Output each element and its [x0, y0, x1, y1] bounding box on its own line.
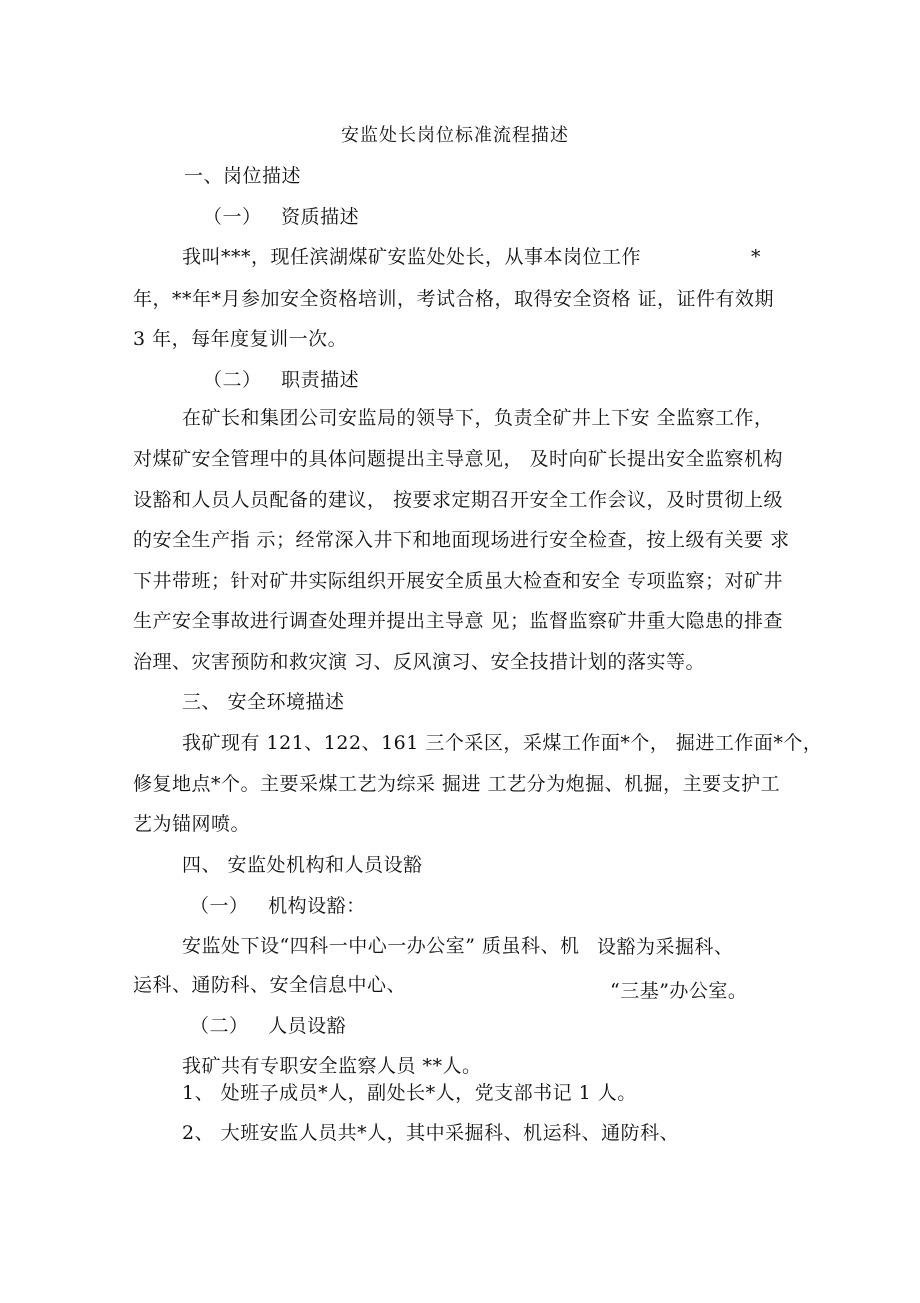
- paragraph-line: 对煤矿安全管理中的具体问题提出主导意见， 及时向矿长提出安全监察机构: [133, 448, 784, 470]
- paragraph-line: 我矿共有专职安全监察人员 **人。: [182, 1055, 482, 1077]
- paragraph-line: *: [751, 246, 761, 268]
- paragraph-line: 修复地点*个。主要采煤工艺为综采 掘进 工艺分为炮掘、机掘，主要支护工: [133, 773, 781, 795]
- list-item: 2、 大班安监人员共*人，其中采掘科、机运科、通防科、: [182, 1122, 680, 1144]
- subsection-heading-duties: （二） 职责描述: [203, 369, 360, 391]
- subsection-heading-organization: （一） 机构设豁：: [190, 895, 366, 917]
- paragraph-line: 在矿长和集团公司安监局的领导下，负责全矿井上下安 全监察工作，: [182, 407, 774, 429]
- paragraph-line: “三基”办公室。: [610, 980, 748, 1002]
- paragraph-line: 3 年，每年度复训一次。: [133, 328, 348, 350]
- paragraph-line: 治理、灾害预防和救灾演 习、反风演习、安全技措计划的落实等。: [133, 651, 706, 673]
- paragraph-line: 安监处下设“四科一中心一办公室” 质虽科、机: [182, 935, 580, 957]
- paragraph-line: 生产安全事故进行调查处理并提出主导意 见；监督监察矿井重大隐患的排查: [133, 610, 784, 632]
- paragraph-line: 艺为锚网喷。: [133, 813, 251, 835]
- paragraph-line: 我叫***，现任滨湖煤矿安监处处长，从事本岗位工作: [182, 246, 642, 268]
- paragraph-line: 我矿现有 121、122、161 三个采区，采煤工作面*个， 掘进工作面*个，: [182, 732, 823, 754]
- page-title: 安监处长岗位标准流程描述: [341, 125, 569, 146]
- paragraph-line: 设豁为采掘科、: [597, 936, 734, 958]
- paragraph-line: 的安全生产指 示；经常深入井下和地面现场进行安全检查，按上级有关要 求: [133, 529, 790, 551]
- paragraph-line: 设豁和人员人员配备的建议， 按要求定期召开安全工作会议，及时贯彻上级: [133, 489, 784, 511]
- section-heading-3: 三、 安全环境描述: [182, 691, 345, 713]
- paragraph-line: 下井带班；针对矿井实际组织开展安全质虽大检查和安全 专项监察；对矿井: [133, 570, 784, 592]
- paragraph-line: 运科、通防科、安全信息中心、: [133, 974, 407, 996]
- subsection-heading-qualification: （一） 资质描述: [203, 206, 360, 228]
- section-heading-4: 四、 安监处机构和人员设豁: [182, 854, 423, 876]
- list-item: 1、 处班子成员*人，副处长*人，党支部书记 1 人。: [182, 1082, 637, 1104]
- subsection-heading-staffing: （二） 人员设豁: [190, 1015, 347, 1037]
- section-heading-1: 一、岗位描述: [184, 165, 302, 187]
- paragraph-line: 年，**年*月参加安全资格培训，考试合格，取得安全资格 证，证件有效期: [133, 288, 775, 310]
